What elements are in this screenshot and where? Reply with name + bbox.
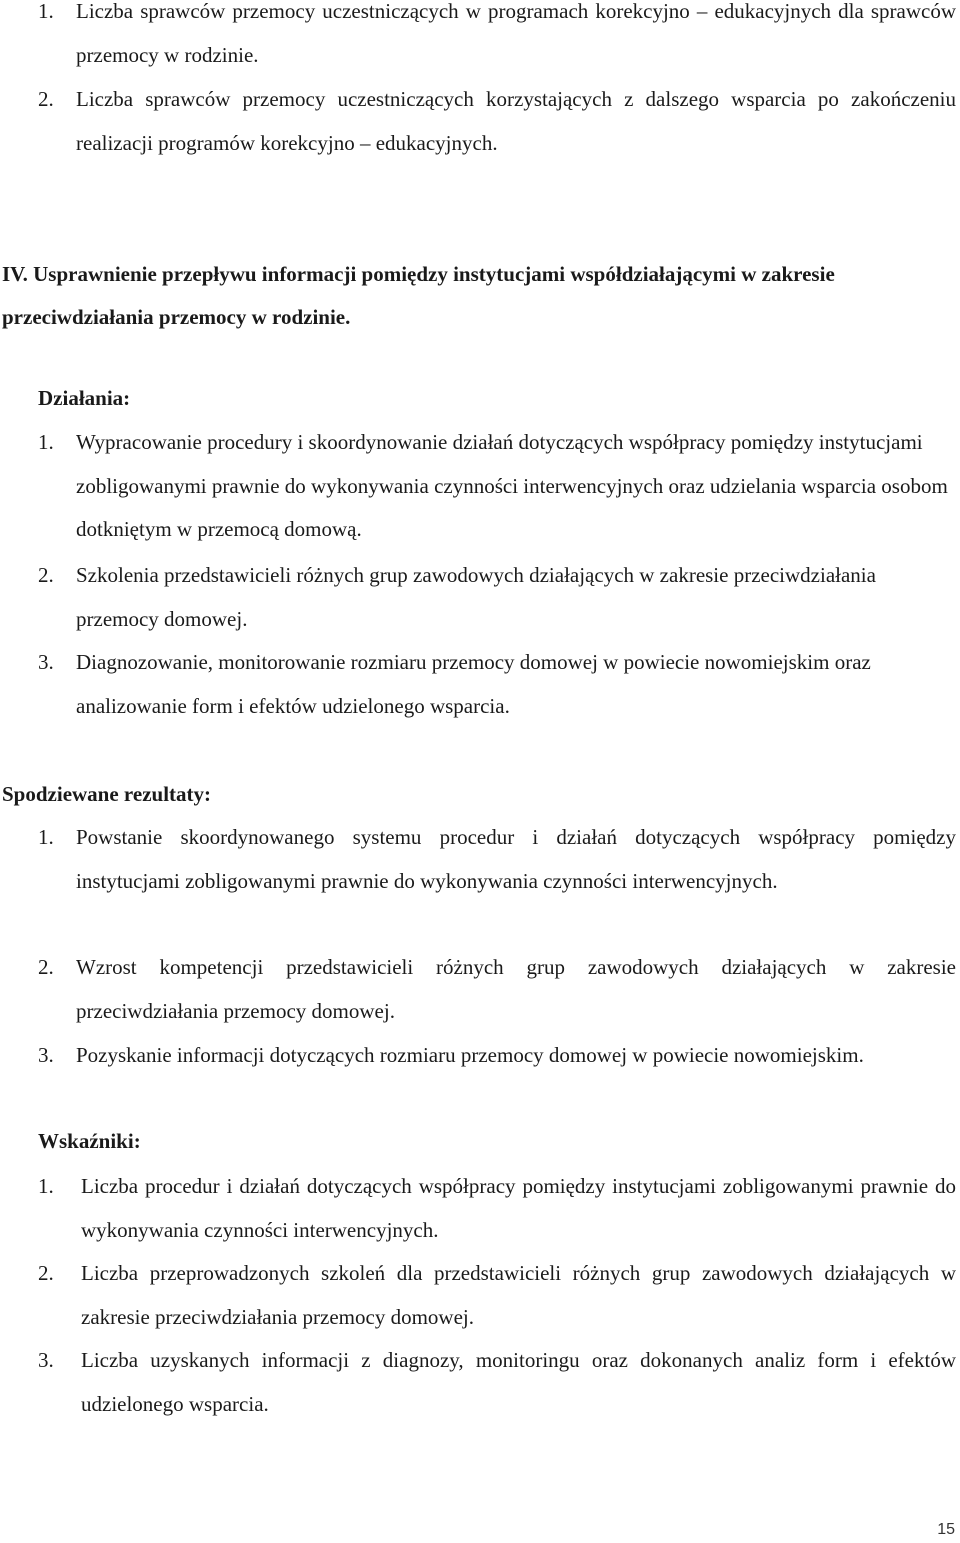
indicator-item xyxy=(38,1165,956,1252)
action-item xyxy=(38,421,956,552)
list-text: Liczba sprawców przemocy uczestniczących korzystających z dalszego wsparcia po zakończeniu realizacji programów korekcyjno – edukacyjnych. xyxy=(76,87,956,155)
page-number: 15 xyxy=(937,1521,955,1538)
indicator-item xyxy=(38,1252,956,1339)
section-heading: IV. Usprawnienie przepływu informacji pomiędzy instytucjami współdziałającymi w zakresie przeciwdziałania przemocy w rodzinie. xyxy=(2,262,835,329)
list-number: 2. xyxy=(38,955,54,979)
list-number: 2. xyxy=(38,563,54,587)
indicator-text: Liczba procedur i działań dotyczących współpracy pomiędzy instytucjami zobligowanymi prawnie do wykonywania czynności interwencyjnych. xyxy=(81,1174,956,1242)
result-item xyxy=(38,1034,956,1078)
actions-title: Działania: xyxy=(38,386,131,410)
list-number: 3. xyxy=(38,650,54,674)
list-number: 3. xyxy=(38,1348,54,1372)
action-text: Szkolenia przedstawicieli różnych grup zawodowych działających w zakresie przeciwdziałania przemocy domowej. xyxy=(76,563,876,631)
action-text: Diagnozowanie, monitorowanie rozmiaru przemocy domowej w powiecie nowomiejskim oraz analizowanie form i efektów udzielonego wsparcia. xyxy=(76,650,871,718)
indicator-text: Liczba uzyskanych informacji z diagnozy, monitoringu oraz dokonanych analiz form i efektów udzielonego wsparcia. xyxy=(81,1348,956,1416)
indicator-text: Liczba przeprowadzonych szkoleń dla przedstawicieli różnych grup zawodowych działających w zakresie przeciwdziałania przemocy domowej. xyxy=(81,1261,956,1329)
result-item xyxy=(38,946,956,1033)
result-text: Powstanie skoordynowanego systemu procedur i działań dotyczących współpracy pomiędzy instytucjami zobligowanymi prawnie do wykonywania czynności interwencyjnych. xyxy=(76,825,956,893)
result-text: Pozyskanie informacji dotyczących rozmiaru przemocy domowej w powiecie nowomiejskim. xyxy=(76,1043,864,1067)
list-number: 2. xyxy=(38,87,54,111)
list-item xyxy=(38,78,956,165)
indicator-item xyxy=(38,1339,956,1426)
result-item xyxy=(38,816,956,903)
list-text: Liczba sprawców przemocy uczestniczących w programach korekcyjno – edukacyjnych dla sprawców przemocy w rodzinie. xyxy=(76,0,956,67)
list-number: 3. xyxy=(38,1043,54,1067)
action-item xyxy=(38,641,956,728)
list-item xyxy=(38,0,956,77)
result-text: Wzrost kompetencji przedstawicieli różnych grup zawodowych działających w zakresie przeciwdziałania przemocy domowej. xyxy=(76,955,956,1023)
list-number: 2. xyxy=(38,1261,54,1285)
action-item xyxy=(38,554,956,641)
indicators-title: Wskaźniki: xyxy=(38,1129,141,1153)
list-number: 1. xyxy=(38,430,54,454)
list-number: 1. xyxy=(38,1174,54,1198)
list-number: 1. xyxy=(38,0,54,23)
action-text: Wypracowanie procedury i skoordynowanie działań dotyczących współpracy pomiędzy instytucjami zobligowanymi prawnie do wykonywania czynności interwencyjnych oraz udzielania wsparcia osobom dotkniętym w przemocą domową. xyxy=(76,430,948,541)
list-number: 1. xyxy=(38,825,54,849)
results-title: Spodziewane rezultaty: xyxy=(2,782,212,806)
